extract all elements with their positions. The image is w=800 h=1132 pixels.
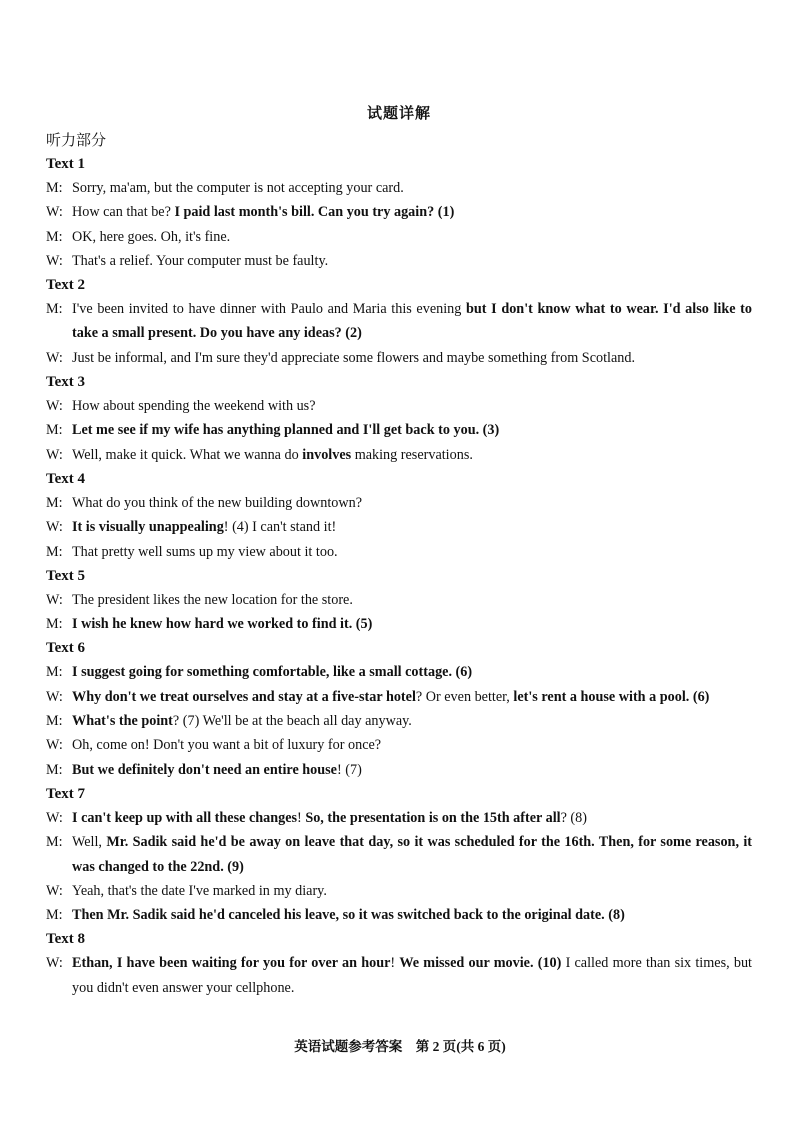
dialogue-line — [46, 225, 752, 249]
text-heading: Text 3 — [46, 374, 86, 391]
dialogue-line — [46, 830, 752, 879]
text-block — [46, 927, 752, 1000]
text-block — [46, 636, 752, 781]
text-heading: Text 1 — [46, 156, 86, 172]
dialogue-text: ? (7) We'll be at the beach all day anyway. — [172, 713, 412, 730]
dialogue-text: Oh, come on! Don't you want a bit of luxury for once? — [72, 737, 382, 754]
text-heading: Text 4 — [46, 470, 86, 487]
dialogue-line — [46, 612, 752, 636]
dialogue-text: ? Or even better, — [415, 688, 514, 705]
speaker-label: M: — [46, 616, 63, 633]
dialogue-text: ! (7) — [336, 761, 362, 778]
dialogue-line — [46, 660, 752, 684]
answer-highlight: Why don't we treat ourselves and stay at a five-star hotel — [72, 688, 416, 705]
speaker-label: M: — [46, 301, 63, 318]
speaker-label: W: — [46, 737, 63, 754]
dialogue-line — [46, 346, 752, 370]
text-heading: Text 2 — [46, 277, 86, 294]
answer-highlight: I can't keep up with all these changes — [72, 809, 298, 826]
section-label: 听力部分 — [46, 133, 107, 149]
dialogue-line — [46, 540, 752, 564]
dialogue-line — [46, 709, 752, 733]
answer-highlight: Ethan, I have been waiting for you for over an hour — [72, 955, 391, 972]
dialogue-line — [46, 733, 752, 757]
dialogue-line — [46, 394, 752, 418]
speaker-label: W: — [46, 252, 63, 269]
dialogue-line — [46, 588, 752, 612]
speaker-label: M: — [46, 422, 63, 439]
dialogue-text: ! — [297, 809, 306, 826]
dialogue-line — [46, 515, 752, 539]
dialogue-text: Yeah, that's the date I've marked in my diary. — [72, 882, 327, 899]
answer-highlight: It is visually unappealing — [72, 519, 224, 536]
page-footer: 英语试题参考答案 第 2 页(共 6 页) — [294, 1039, 506, 1054]
dialogue-line — [46, 951, 752, 1000]
speaker-label: M: — [46, 834, 63, 851]
dialogue-text: making reservations. — [351, 446, 473, 463]
text-block — [46, 564, 752, 637]
speaker-label: M: — [46, 543, 63, 560]
answer-highlight: So, the presentation is on the 15th after all — [305, 809, 561, 826]
speaker-label: M: — [46, 228, 63, 245]
dialogue-line — [46, 685, 752, 709]
dialogue-line — [46, 200, 752, 224]
dialogue-line — [46, 176, 752, 200]
dialogue-line — [46, 806, 752, 830]
dialogue-text: What do you think of the new building downtown? — [72, 494, 363, 511]
text-block — [46, 782, 752, 927]
dialogue-text: Sorry, ma'am, but the computer is not accepting your card. — [72, 180, 404, 196]
answer-highlight: Let me see if my wife has anything planned and I'll get back to you. (3) — [72, 422, 500, 439]
dialogue-text: I called more than six times, but you didn't even answer your cellphone. — [72, 955, 752, 996]
dialogue-text: I've been invited to have dinner with Paulo and Maria this evening — [72, 301, 466, 318]
answer-highlight: I paid last month's bill. Can you try again? (1) — [174, 204, 455, 221]
dialogue-line — [46, 418, 752, 442]
speaker-label: M: — [46, 180, 63, 196]
speaker-label: W: — [46, 882, 63, 899]
page-title: 试题详解 — [366, 106, 431, 122]
speaker-label: W: — [46, 519, 63, 536]
answer-highlight: Mr. Sadik said he'd be away on leave that day, so it was scheduled for the 16th. Then, for some reason, it was changed to the 22nd. (9) — [72, 834, 752, 875]
speaker-label: M: — [46, 494, 63, 511]
answer-highlight: What's the point — [72, 713, 173, 730]
answer-highlight: involves — [302, 446, 352, 463]
text-block — [46, 273, 752, 370]
dialogue-line — [46, 443, 752, 467]
answer-highlight: We missed our movie. (10) — [399, 955, 562, 972]
speaker-label: W: — [46, 204, 63, 221]
text-block — [46, 467, 752, 564]
dialogue-text: ! — [390, 955, 400, 972]
dialogue-line — [46, 491, 752, 515]
speaker-label: W: — [46, 446, 63, 463]
speaker-label: M: — [46, 664, 63, 681]
dialogue-text: How about spending the weekend with us? — [72, 398, 316, 415]
speaker-label: M: — [46, 907, 63, 924]
dialogue-text: OK, here goes. Oh, it's fine. — [72, 228, 231, 245]
text-heading: Text 7 — [46, 785, 86, 802]
answer-highlight: Then Mr. Sadik said he'd canceled his leave, so it was switched back to the original date. (8) — [72, 907, 625, 924]
answer-highlight: let's rent a house with a pool. (6) — [513, 688, 710, 705]
text-heading: Text 6 — [46, 640, 86, 657]
dialogue-text: How can that be? — [72, 204, 175, 221]
dialogue-text: Well, — [72, 834, 107, 851]
speaker-label: W: — [46, 809, 63, 826]
text-heading: Text 8 — [46, 931, 86, 948]
answer-highlight: but I don't know what to wear. I'd also like to take a small present. Do you have any ideas? (2) — [72, 301, 753, 342]
speaker-label: M: — [46, 713, 63, 730]
document-body — [46, 104, 752, 1000]
speaker-label: W: — [46, 591, 63, 608]
text-block — [46, 370, 752, 467]
speaker-label: W: — [46, 688, 63, 705]
text-block — [46, 152, 752, 273]
dialogue-line — [46, 297, 752, 346]
answer-highlight: I suggest going for something comfortable, like a small cottage. (6) — [72, 664, 473, 681]
transcript-list — [46, 152, 752, 1000]
dialogue-line — [46, 879, 752, 903]
dialogue-line — [46, 249, 752, 273]
speaker-label: M: — [46, 761, 63, 778]
answer-highlight: But we definitely don't need an entire house — [72, 761, 337, 778]
dialogue-text: Just be informal, and I'm sure they'd appreciate some flowers and maybe something from Scotland. — [72, 349, 636, 366]
speaker-label: W: — [46, 349, 63, 366]
answer-highlight: I wish he knew how hard we worked to find it. (5) — [72, 616, 373, 633]
dialogue-text: That's a relief. Your computer must be faulty. — [72, 252, 329, 269]
dialogue-line — [46, 903, 752, 927]
dialogue-text: ! (4) I can't stand it! — [223, 519, 337, 536]
dialogue-text: The president likes the new location for the store. — [72, 591, 353, 608]
dialogue-line — [46, 758, 752, 782]
text-heading: Text 5 — [46, 567, 86, 584]
dialogue-text: ? (8) — [560, 809, 587, 826]
dialogue-text: That pretty well sums up my view about it too. — [72, 543, 338, 560]
speaker-label: W: — [46, 955, 63, 972]
speaker-label: W: — [46, 398, 63, 415]
dialogue-text: Well, make it quick. What we wanna do — [72, 446, 303, 463]
